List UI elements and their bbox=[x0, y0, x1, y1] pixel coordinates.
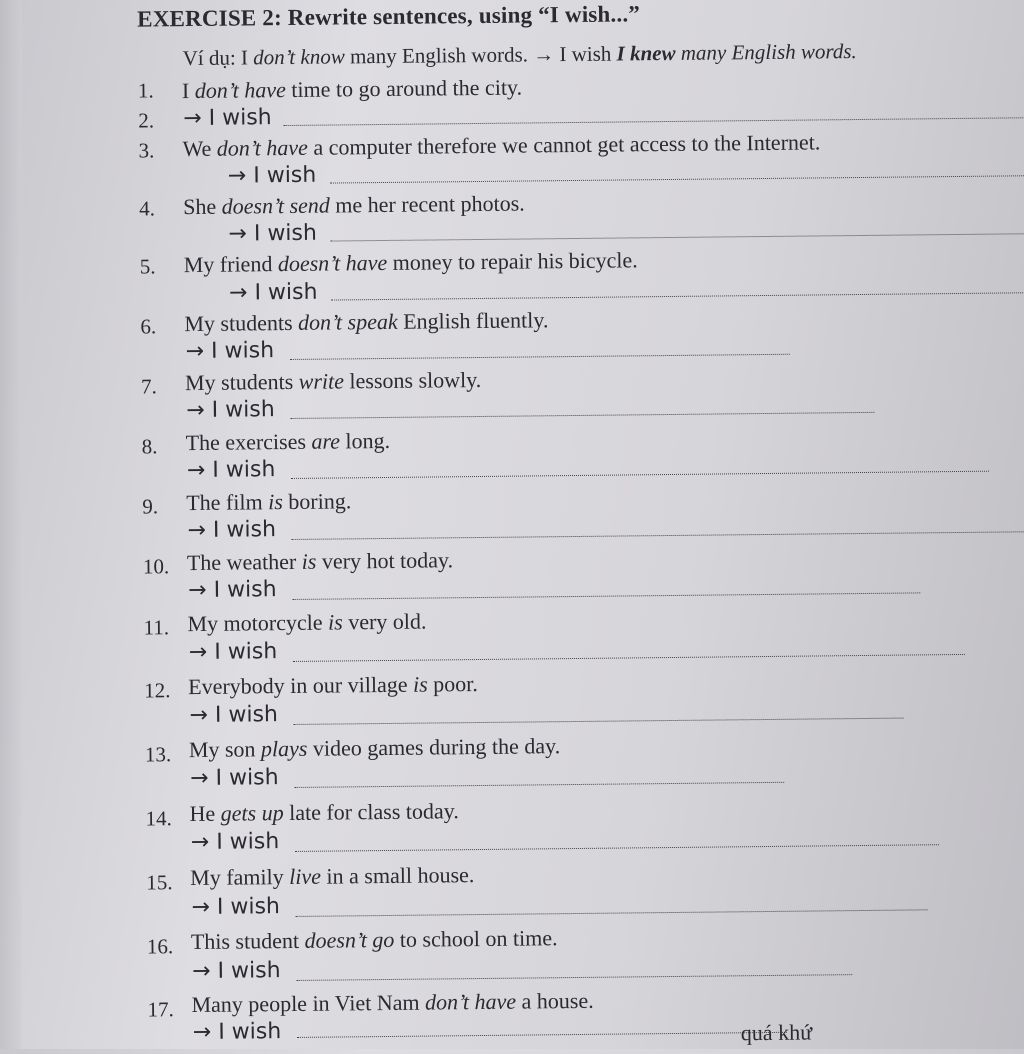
item-number: 10. bbox=[142, 554, 170, 579]
wish-label: → I wish bbox=[187, 517, 277, 544]
item-number: 8. bbox=[141, 434, 158, 459]
item-sentence bbox=[189, 733, 561, 763]
sentence-pre: The exercises bbox=[185, 428, 312, 456]
answer-line[interactable] bbox=[293, 654, 965, 662]
item-sentence bbox=[185, 367, 481, 396]
sentence-post: video games during the day. bbox=[307, 733, 561, 761]
sentence-pre: The film bbox=[186, 489, 269, 516]
item-sentence bbox=[188, 671, 478, 700]
answer-line[interactable] bbox=[292, 531, 1024, 540]
sentence-verb: doesn’t go bbox=[304, 926, 395, 953]
sentence-post: in a small house. bbox=[320, 862, 475, 889]
answer-line[interactable] bbox=[331, 292, 1024, 300]
sentence-post: very old. bbox=[342, 608, 427, 635]
answer-line[interactable] bbox=[292, 592, 920, 600]
example-tail: many English words. bbox=[675, 39, 857, 65]
sentence-verb: is bbox=[327, 609, 343, 635]
item-number: 14. bbox=[145, 806, 172, 831]
item-sentence bbox=[186, 428, 391, 456]
answer-line[interactable] bbox=[290, 412, 874, 419]
example-answer: I knew bbox=[616, 40, 676, 66]
item-sentence bbox=[186, 488, 351, 516]
exercise-title: EXERCISE 2: Rewrite sentences, using “I wish...” bbox=[137, 1, 641, 32]
answer-line[interactable] bbox=[331, 233, 1024, 241]
item-number: 15. bbox=[146, 870, 173, 895]
item-sentence bbox=[191, 925, 558, 955]
item-number: 11. bbox=[143, 615, 170, 640]
item-number: 4. bbox=[139, 196, 156, 221]
wish-label: → I wish bbox=[191, 894, 281, 921]
sentence-post: time to go around the city. bbox=[285, 74, 523, 103]
sentence-pre: Everybody in our village bbox=[188, 671, 414, 700]
item-sentence bbox=[182, 129, 820, 162]
sentence-post: English fluently. bbox=[397, 307, 549, 334]
sentence-post: poor. bbox=[427, 671, 478, 697]
sentence-pre: He bbox=[189, 800, 221, 827]
sentence-pre: Many people in Viet Nam bbox=[191, 989, 426, 1018]
sentence-pre: We bbox=[182, 135, 217, 162]
example-italic: don’t know bbox=[253, 44, 345, 70]
sentence-post: very hot today. bbox=[316, 547, 454, 574]
item-number: 6. bbox=[140, 314, 157, 339]
sentence-verb: don’t have bbox=[424, 988, 517, 1015]
item-number: 2. bbox=[138, 108, 155, 133]
sentence-verb: doesn’t send bbox=[221, 192, 330, 219]
sentence-verb: doesn’t have bbox=[277, 249, 388, 277]
answer-line[interactable] bbox=[297, 1032, 787, 1038]
sentence-pre: My motorcycle bbox=[187, 609, 329, 637]
item-number: 13. bbox=[144, 742, 172, 767]
answer-line[interactable] bbox=[296, 974, 852, 981]
sentence-verb: is bbox=[412, 671, 428, 697]
wish-label: → I wish bbox=[183, 105, 272, 132]
wish-label: → I wish bbox=[190, 765, 279, 792]
item-number: 17. bbox=[147, 997, 174, 1022]
wish-label: → I wish bbox=[192, 1019, 282, 1046]
sentence-pre: She bbox=[183, 193, 222, 220]
item-sentence bbox=[187, 609, 426, 638]
wish-label: → I wish bbox=[188, 577, 277, 604]
answer-line[interactable] bbox=[294, 782, 784, 788]
example-sentence bbox=[182, 39, 856, 71]
sentence-verb: live bbox=[289, 863, 322, 890]
answer-line[interactable] bbox=[283, 117, 1023, 126]
sentence-verb: plays bbox=[260, 735, 308, 762]
sentence-post: me her recent photos. bbox=[329, 190, 525, 218]
answer-line[interactable] bbox=[294, 718, 904, 725]
wish-label: → I wish bbox=[189, 702, 279, 729]
sentence-verb: don’t have bbox=[216, 134, 309, 161]
wish-label: → I wish bbox=[228, 279, 318, 306]
item-number: 16. bbox=[146, 934, 174, 959]
item-sentence bbox=[184, 247, 638, 278]
wish-label: → I wish bbox=[188, 639, 278, 666]
item-sentence bbox=[182, 75, 522, 105]
item-number: 12. bbox=[144, 678, 171, 703]
wish-label: → I wish bbox=[186, 397, 275, 424]
sentence-pre: My students bbox=[184, 309, 299, 337]
sentence-pre: My son bbox=[188, 736, 262, 763]
item-number: 5. bbox=[139, 254, 156, 279]
sentence-post: to school on time. bbox=[394, 925, 558, 952]
sentence-pre: I bbox=[181, 77, 195, 104]
example-lead: Ví dụ: I bbox=[182, 45, 254, 71]
wish-label: → I wish bbox=[227, 162, 317, 189]
wish-label: → I wish bbox=[190, 829, 280, 856]
sentence-post: a house. bbox=[515, 987, 594, 1014]
item-sentence bbox=[191, 988, 593, 1018]
cutoff-text: quá khứ bbox=[740, 1019, 813, 1046]
sentence-verb: don’t speak bbox=[297, 308, 398, 335]
item-number: 1. bbox=[137, 78, 154, 103]
item-sentence bbox=[190, 862, 474, 891]
sentence-verb: is bbox=[301, 548, 317, 574]
sentence-pre: My friend bbox=[183, 251, 279, 278]
sentence-pre: This student bbox=[190, 927, 305, 955]
answer-line[interactable] bbox=[295, 844, 939, 852]
item-number: 9. bbox=[142, 494, 159, 519]
item-sentence bbox=[184, 307, 548, 337]
sentence-verb: is bbox=[268, 489, 283, 515]
wish-label: → I wish bbox=[185, 338, 275, 365]
item-sentence bbox=[183, 191, 525, 221]
sentence-pre: The weather bbox=[186, 548, 302, 576]
sentence-post: late for class today. bbox=[283, 798, 459, 826]
sentence-post: long. bbox=[339, 427, 391, 454]
answer-line[interactable] bbox=[330, 175, 1024, 183]
answer-line[interactable] bbox=[291, 471, 989, 479]
item-number: 7. bbox=[140, 374, 157, 399]
example-rest: many English words. → I wish bbox=[344, 41, 617, 69]
sentence-pre: My family bbox=[190, 864, 290, 891]
item-sentence bbox=[187, 547, 453, 576]
wish-label: → I wish bbox=[228, 220, 318, 247]
sentence-post: a computer therefore we cannot get access to the Internet. bbox=[307, 129, 821, 160]
sentence-verb: don’t have bbox=[194, 77, 286, 103]
item-number: 3. bbox=[138, 138, 155, 163]
sentence-verb: are bbox=[311, 428, 341, 454]
sentence-post: money to repair his bicycle. bbox=[387, 247, 638, 275]
sentence-verb: gets up bbox=[220, 800, 284, 826]
answer-line[interactable] bbox=[290, 354, 790, 360]
item-sentence bbox=[189, 798, 458, 827]
sentence-post: boring. bbox=[282, 488, 352, 515]
answer-line[interactable] bbox=[296, 909, 928, 917]
sentence-pre: My students bbox=[184, 368, 299, 396]
sentence-post: lessons slowly. bbox=[343, 366, 482, 394]
wish-label: → I wish bbox=[192, 958, 281, 985]
sentence-verb: write bbox=[298, 368, 345, 394]
wish-label: → I wish bbox=[186, 457, 276, 484]
